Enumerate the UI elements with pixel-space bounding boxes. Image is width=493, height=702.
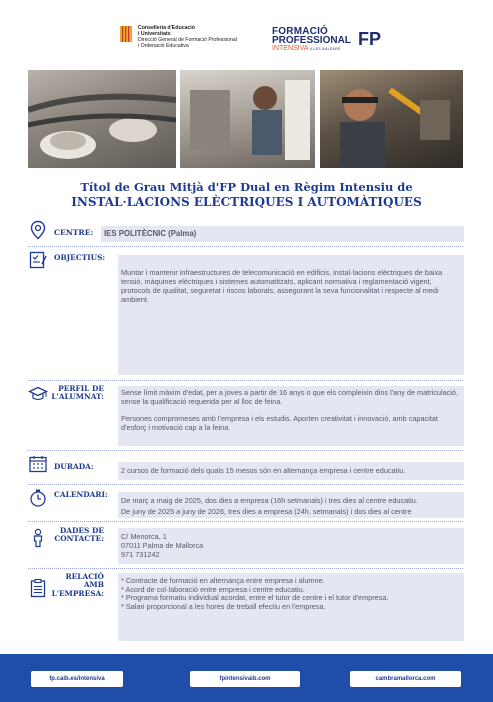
- durada-label: DURADA:: [54, 462, 94, 471]
- perfil-label-1: PERFIL DE: [58, 384, 104, 393]
- relacio-label-1: RELACIÓ: [65, 572, 104, 581]
- contacte-label-2: CONTACTE:: [54, 534, 104, 544]
- calendari-line1: De març a maig de 2025, dos dies a empresa (16h setmanals) i tres dies al centre educatiu.: [121, 496, 418, 505]
- relacio-item: * Contracte de formació en alternança entre empresa i alumne.: [121, 576, 325, 585]
- conselleria-text: [138, 25, 237, 49]
- fp-line2: PROFESSIONAL: [272, 35, 351, 46]
- footer-link-cambramallorca[interactable]: cambramallorca.com: [350, 671, 461, 687]
- fp-badge: FP: [358, 29, 382, 49]
- footer-link-fp-caib[interactable]: fp.caib.es/intensiva: [31, 671, 123, 687]
- relacio-label-2: AMB: [83, 580, 104, 590]
- clipboard-list-icon: [28, 578, 48, 598]
- fp-line1: FORMACIÓ: [272, 26, 329, 37]
- separator: [28, 380, 463, 381]
- location-pin-icon: [28, 220, 48, 240]
- perfil-label: [50, 385, 104, 402]
- graduation-cap-icon: [28, 384, 48, 404]
- person-icon: [28, 528, 48, 548]
- calendar-icon: [28, 454, 48, 474]
- page-title: [0, 180, 493, 210]
- consell-line2: i Universitats: [138, 31, 171, 37]
- calendari-line2: De juny de 2025 a juny de 2026, tres dies a empresa (24h. setmanals) i dos dies al centre: [121, 507, 412, 516]
- separator: [28, 484, 463, 485]
- centre-value: IES POLITÈCNIC (Palma): [101, 226, 464, 242]
- relacio-label-3: L'EMPRESA:: [51, 588, 104, 598]
- checklist-icon: [28, 250, 48, 270]
- perfil-para1: Sense límit màxim d'edat, per a joves a partir de 16 anys o que els compleixin dins l'any de matriculació, sense la qualificació requerida per al lloc de feina.: [121, 388, 458, 406]
- centre-label: CENTRE:: [54, 228, 94, 237]
- relacio-item: * Programa formatiu individual acordat, entre el tutor de centre i el tutor d'empresa.: [121, 593, 389, 602]
- relacio-item: * Salari proporcional a les hores de treball efectiu en l'empresa.: [121, 601, 326, 611]
- relacio-item: * Acord de col·laboració entre empresa i centre educatiu.: [121, 584, 305, 594]
- objectius-value: [118, 255, 464, 375]
- separator: [28, 246, 463, 247]
- objectius-label: OBJECTIUS:: [54, 253, 106, 262]
- separator: [28, 568, 463, 569]
- photo-student-wiring: [320, 70, 463, 168]
- consell-line1: Conselleria d'Educació: [138, 25, 195, 31]
- objectius-text: Muntar i mantenir infraestructures de telecomunicació en edificis, instal·lacions elèctriques de baixa tensió, màquines elèctriques i sistemes automatitzats, aplicant normativa i reglamentació vigent, protocols de qualitat, seguretat i riscos laborals, assegurant la seva funcionalitat i respecte al medi ambient.: [121, 268, 443, 304]
- durada-value: 2 cursos de formació dels quals 15 mesos són en alternança empresa i centre educatiu.: [118, 462, 464, 480]
- perfil-para2: Persones compromeses amb l'empresa i els estudis. Aporten creativitat i innovació, amb capacitat d'esforç i motivació cap a la feina.: [121, 414, 438, 432]
- perfil-label-2: L'ALUMNAT:: [51, 392, 104, 402]
- photo-technician-panel: [180, 70, 315, 168]
- relacio-label: [50, 573, 104, 598]
- consell-line3: Direcció General de Formació Professional: [138, 37, 237, 43]
- contacte-value: [118, 528, 464, 564]
- separator: [28, 521, 463, 522]
- stopwatch-icon: [28, 488, 48, 508]
- consell-line4: i Ordenació Educativa: [138, 43, 189, 49]
- separator: [28, 450, 463, 451]
- govern-logo-icon: [120, 26, 132, 42]
- contacte-line3: 971 731242: [121, 550, 160, 559]
- contacte-label-1: DADES DE: [59, 526, 104, 535]
- title-line1: Títol de Grau Mitjà d'FP Dual en Règim Intensiu de: [80, 180, 413, 194]
- fp-line3-small: ILLES BALEARS: [310, 47, 341, 51]
- perfil-value: [118, 386, 464, 446]
- footer-link-fpintensivaib[interactable]: fpintensivaib.com: [190, 671, 300, 687]
- contacte-line2: 07011 Palma de Mallorca: [121, 541, 204, 550]
- calendari-value: [118, 492, 464, 518]
- fp-line3: INTENSIVA: [272, 45, 309, 52]
- contacte-label: [50, 527, 104, 544]
- title-line2: INSTAL·LACIONS ELÈCTRIQUES I AUTOMÀTIQUES: [71, 195, 422, 209]
- calendari-label: CALENDARI:: [54, 490, 108, 499]
- photo-electrical-parts: [28, 70, 176, 168]
- contacte-line1: C/ Menorca, 1: [121, 532, 167, 541]
- relacio-value: [118, 573, 464, 641]
